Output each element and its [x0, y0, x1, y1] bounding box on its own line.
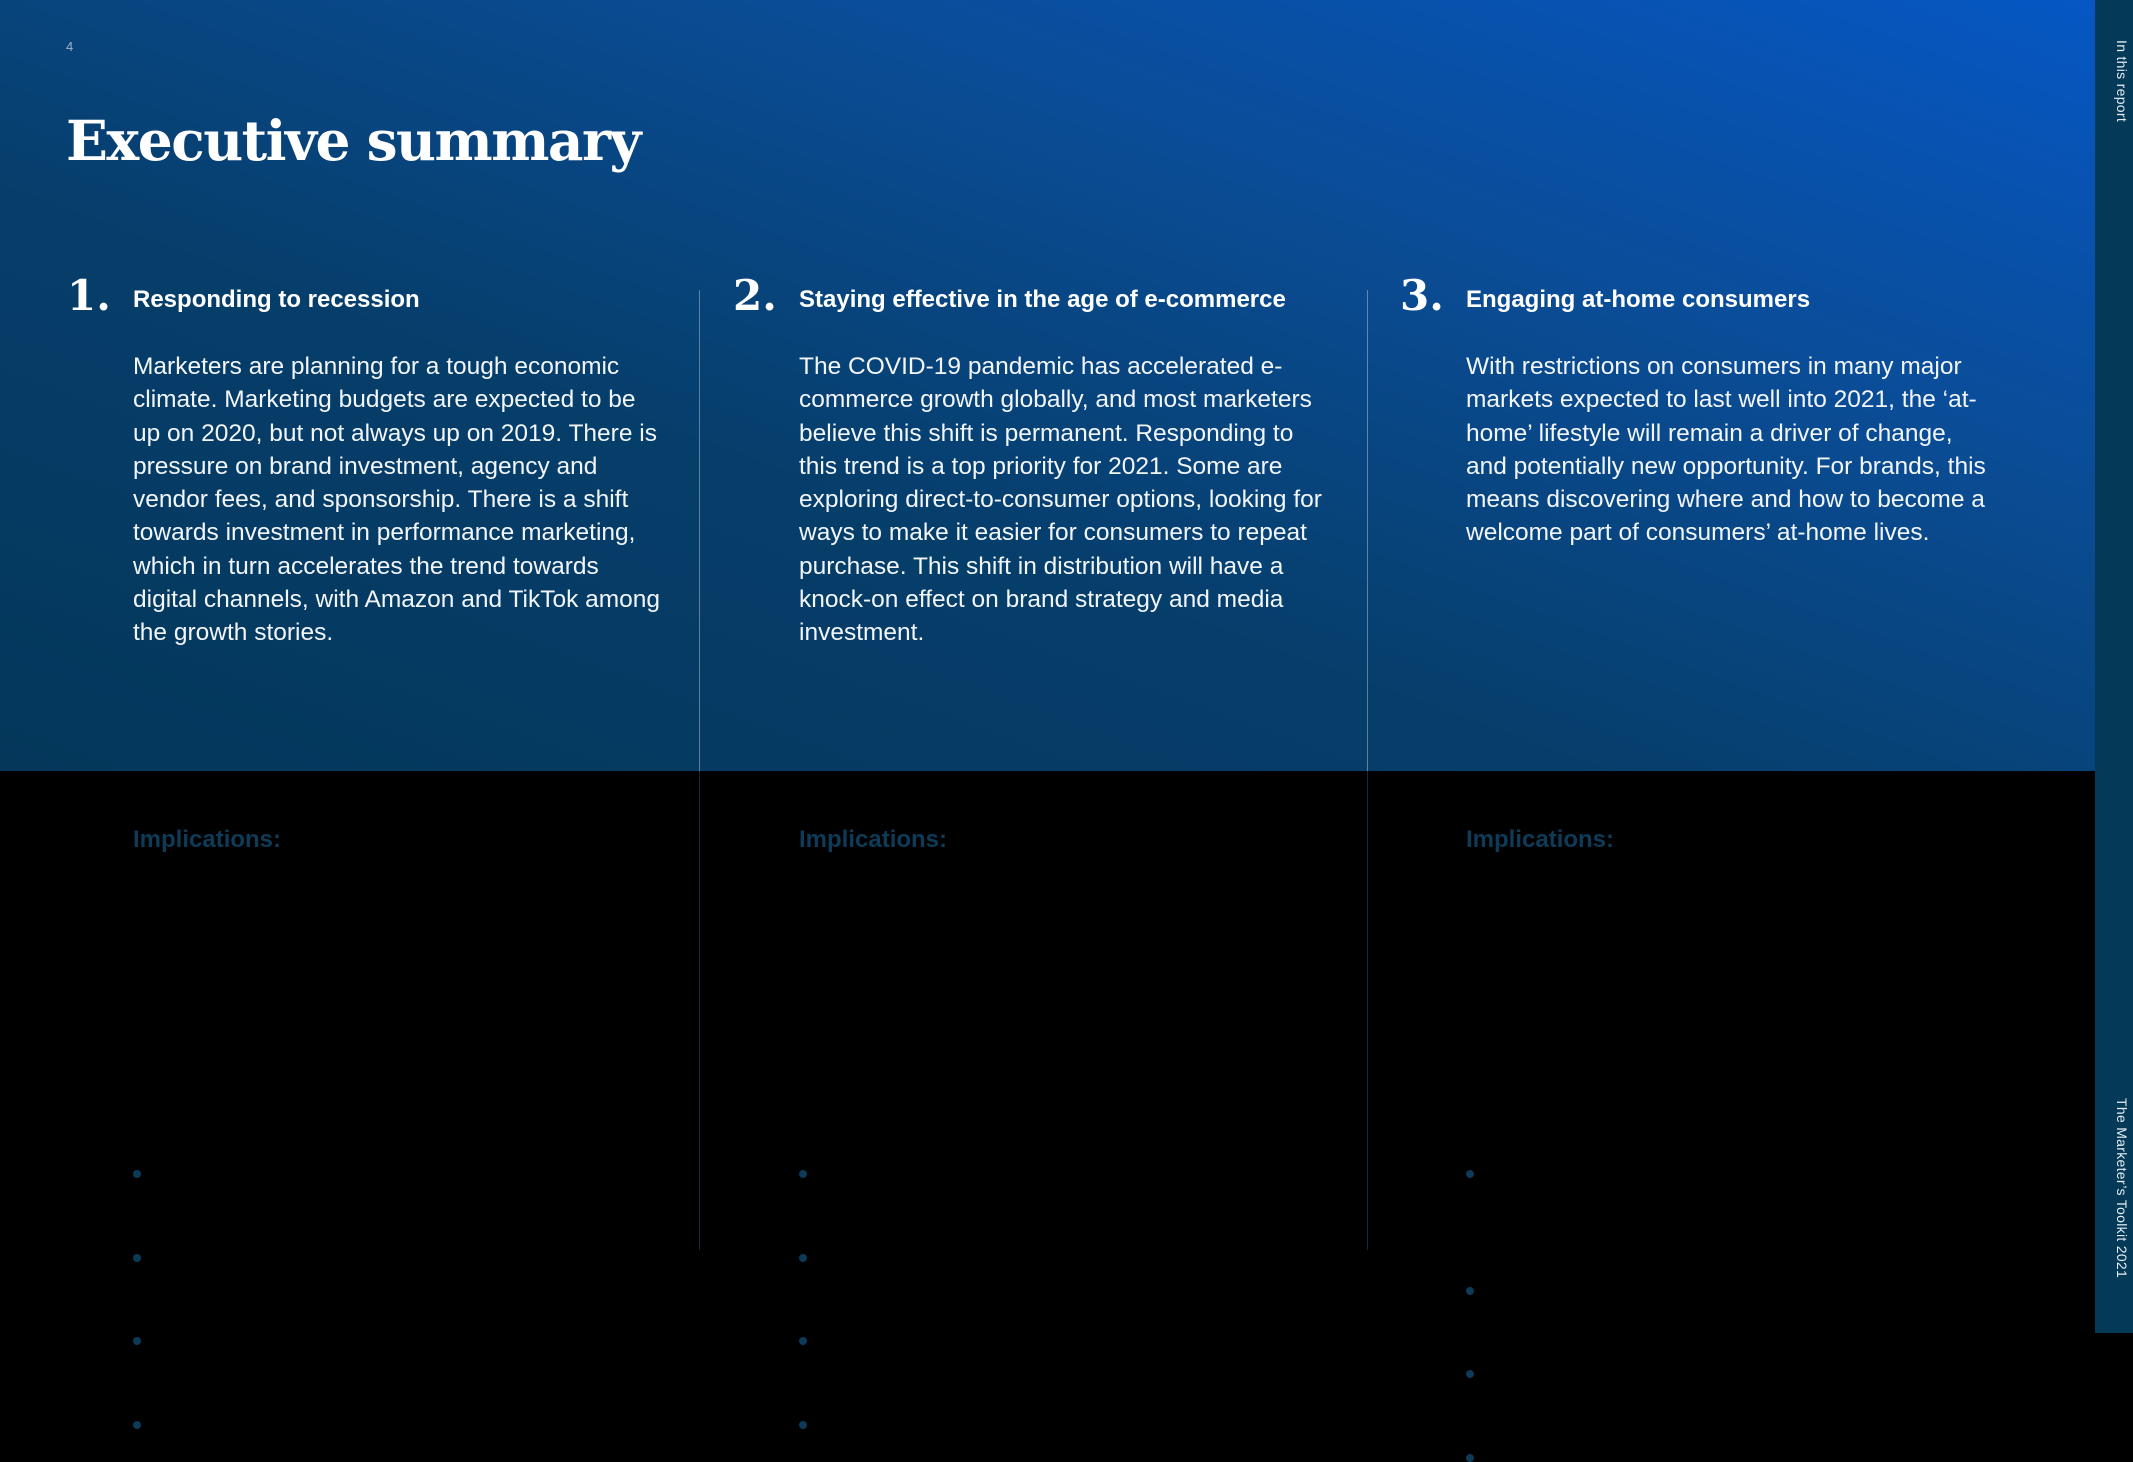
implications-list — [1466, 275, 1467, 276]
column-divider — [699, 290, 700, 1250]
column-body: With restrictions on consumers in many major markets expected to last well into 2021, the ‘at-home’ lifestyle will remain a driver of change, and potentially new opportunity. For brands, this means discovering where and how to become a welcome part of consumers’ at-home lives. — [1466, 353, 1986, 547]
column-heading: Staying effective in the age of e-commerce — [799, 286, 1286, 313]
bullet-dot — [133, 1337, 141, 1345]
bullet-dot — [799, 1421, 807, 1429]
bullet-dot — [1466, 1170, 1474, 1178]
page-number: 4 — [66, 39, 74, 54]
implications-list — [133, 275, 134, 276]
implications-background — [0, 771, 2095, 1333]
column-number: 3. — [1400, 271, 1444, 320]
in-this-report-link[interactable]: In this report — [2114, 40, 2130, 123]
column-heading: Responding to recession — [133, 286, 420, 313]
column-body: Marketers are planning for a tough economic climate. Marketing budgets are expected to be up on 2020, but not always up on 2019. There is pressure on brand investment, agency and vendor fees, and sponsorship. There is a shift towards investment in performance marketing, which in turn accelerates the trend towards digital channels, with Amazon and TikTok among the growth stories. — [133, 353, 661, 647]
bullet-dot — [1466, 1287, 1474, 1295]
bullet-dot — [133, 1421, 141, 1429]
implications-heading: Implications: — [133, 826, 282, 853]
bullet-dot — [1466, 1454, 1474, 1462]
bullet-dot — [799, 1170, 807, 1178]
column-body: The COVID-19 pandemic has accelerated e-commerce growth globally, and most marketers believe this shift is permanent. Responding to this trend is a top priority for 2021. Some are exploring direct-to-consumer options, looking for ways to make it easier for consumers to repeat purchase. This shift in distribution will have a knock-on effect on brand strategy and media investment. — [799, 353, 1322, 647]
implications-heading: Implications: — [799, 826, 948, 853]
bullet-dot — [1466, 1370, 1474, 1378]
bullet-dot — [133, 1254, 141, 1262]
implications-heading: Implications: — [1466, 826, 1615, 853]
column-number: 1. — [67, 271, 111, 320]
column-divider — [1367, 290, 1368, 1250]
bullet-dot — [133, 1170, 141, 1178]
column-heading: Engaging at-home consumers — [1466, 286, 1811, 313]
column-number: 2. — [733, 271, 777, 320]
page-title: Executive summary — [66, 108, 640, 173]
bullet-dot — [799, 1337, 807, 1345]
bullet-dot — [799, 1254, 807, 1262]
implications-list — [799, 275, 800, 276]
report-name-label: The Marketer’s Toolkit 2021 — [2114, 1098, 2130, 1279]
